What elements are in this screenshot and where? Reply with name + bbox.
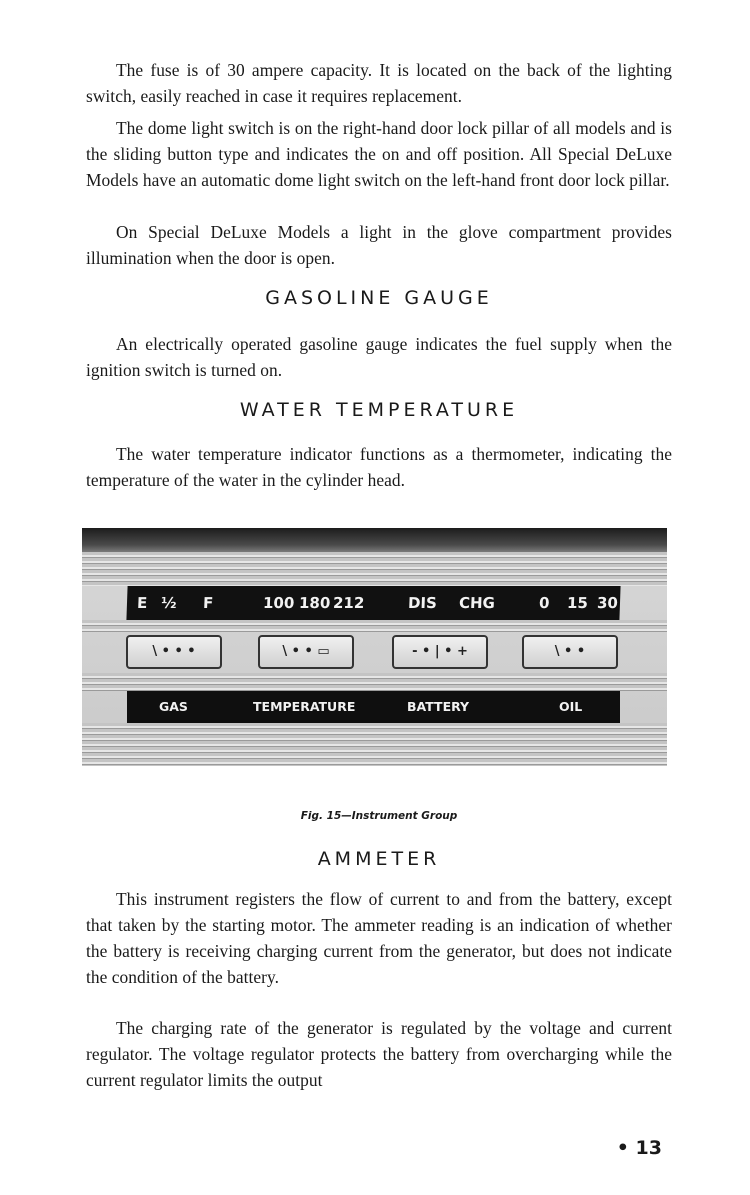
heading-gasoline-gauge: GASOLINE GAUGE	[265, 287, 493, 309]
scale-gas-f: F	[202, 594, 214, 612]
label-temperature: TEMPERATURE	[253, 699, 356, 714]
oil-gauge-dial: \ • •	[522, 635, 618, 669]
scale-temp-180: 180	[298, 594, 331, 612]
scale-temp-212: 212	[332, 594, 365, 612]
label-gas: GAS	[159, 699, 188, 714]
paragraph-charging: The charging rate of the generator is regulated by the voltage and current regulator. The voltage regulator protects the battery from overcharging while the current regulator limits the output	[86, 1018, 672, 1090]
paragraph-gasoline: An electrically operated gasoline gauge indicates the fuel supply when the ignition switch is turned on.	[86, 334, 672, 380]
scale-oil-15: 15	[566, 594, 589, 612]
gauge-scale-strip	[126, 586, 620, 620]
scale-temp-100: 100	[262, 594, 295, 612]
scale-oil-30: 30	[596, 594, 619, 612]
paragraph-fuse: The fuse is of 30 ampere capacity. It is located on the back of the lighting switch, easily reached in case it requires replacement.	[86, 60, 672, 106]
gauge-label-strip	[127, 691, 620, 723]
chrome-trim-bottom	[82, 723, 667, 766]
battery-gauge-dial: - • | • +	[392, 635, 488, 669]
instrument-group-photo	[82, 528, 667, 766]
chrome-trim-lower	[82, 673, 667, 691]
temperature-gauge-dial: \ • • ▭	[258, 635, 354, 669]
chrome-trim-upper	[82, 552, 667, 586]
paragraph-ammeter: This instrument registers the flow of current to and from the battery, except that taken by the starting motor. The ammeter reading is an indication of whether the battery is receiving charging current from the generator, but does not indicate the condition of the battery.	[86, 889, 672, 987]
figure-caption: Fig. 15—Instrument Group	[300, 810, 458, 822]
label-oil: OIL	[559, 699, 583, 714]
scale-battery-dis: DIS	[407, 594, 438, 612]
page-number: • 13	[616, 1137, 662, 1159]
scale-oil-0: 0	[538, 594, 550, 612]
heading-ammeter: AMMETER	[317, 848, 441, 870]
gas-gauge-dial: \ • • •	[126, 635, 222, 669]
scale-gas-half: ½	[160, 594, 177, 612]
gauge-dial-row	[124, 631, 634, 671]
paragraph-water: The water temperature indicator functions as a thermometer, indicating the temperature of the water in the cylinder head.	[86, 444, 672, 490]
paragraph-dome-light: The dome light switch is on the right-hand door lock pillar of all models and is the sliding button type and indicates the on and off position. All Special DeLuxe Models have an automatic dome light switch on the left-hand front door lock pillar.	[86, 118, 672, 190]
paragraph-glove-light: On Special DeLuxe Models a light in the glove compartment provides illumination when the door is open.	[86, 222, 672, 268]
dashboard-top-edge	[82, 528, 667, 552]
heading-water-temperature: WATER TEMPERATURE	[239, 399, 519, 421]
scale-gas-e: E	[136, 594, 148, 612]
scale-battery-chg: CHG	[458, 594, 496, 612]
label-battery: BATTERY	[407, 699, 470, 714]
